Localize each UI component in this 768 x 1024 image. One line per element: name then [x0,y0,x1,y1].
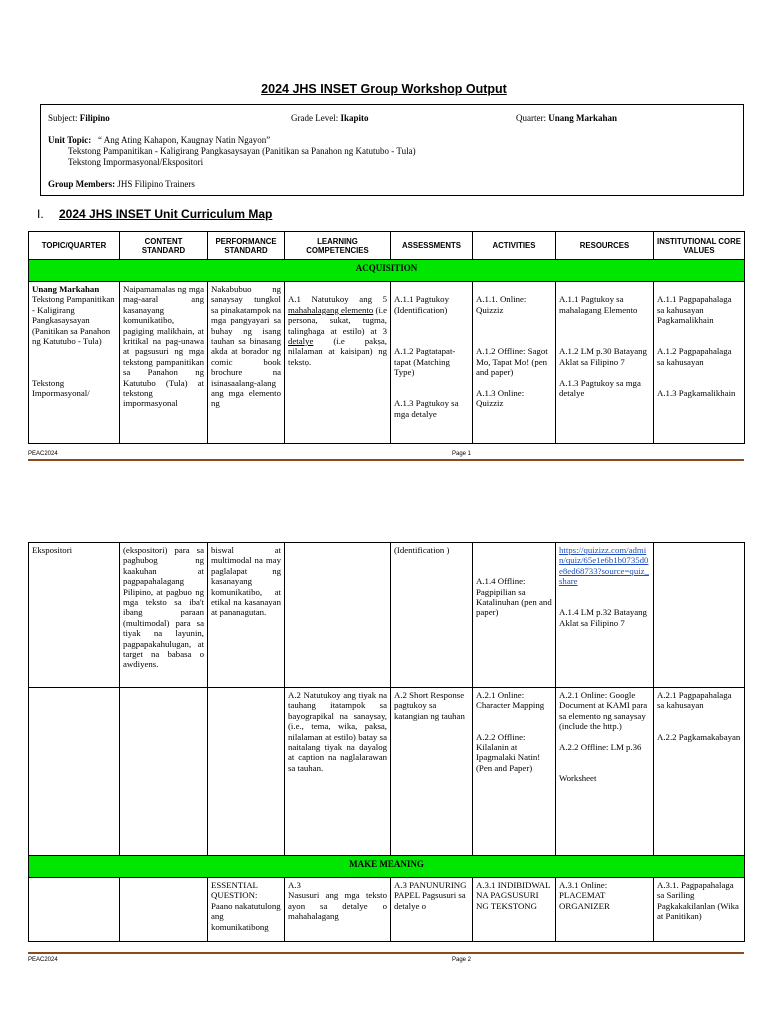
members-label: Group Members: [48,179,116,189]
activity-cell [473,688,556,856]
footer-page-number-2: Page 2 [452,957,472,963]
header-topic: TOPIC/QUARTER [29,232,120,260]
header-assessments: ASSESSMENTS [391,232,473,260]
activity-cell [473,543,556,688]
header-resources: RESOURCES [556,232,654,260]
grade-field [291,113,369,124]
lc-text: (i.e persona, sukat, tugma, talinghaga at estilo) at 3 [288,304,387,336]
unit-line-2: Tekstong Pampanitikan - Kaligirang Pangkasaysayan (Panitikan sa Panahon ng Katutubo - Tula) [68,146,416,156]
band-row [29,260,745,282]
resource-item: A.1.4 LM p.32 Batayang Aklat sa Filipino 7 [559,607,647,628]
document-title: 2024 JHS INSET Group Workshop Output [261,82,507,96]
band-row [29,856,745,878]
acquisition-band: ACQUISITION [29,260,745,282]
footer-left-page-2: PEAC2024 [28,957,58,963]
core-values-cell [654,543,745,688]
activity-item: A.1.4 Offline: Pagpipilian sa Katalinuhan (pen and paper) [476,576,552,618]
assessment-item: A.1.2 Pagtatapat-tapat (Matching Type) [394,346,456,378]
learning-competency-cell: A.2 Natutukoy ang tiyak na tauhang itatampok sa bayograpikal na sanaysay, (i.e., tema, wika, paksa, nilalaman at estilo) batay sa naitalang tiyak na dayalog at caption na naglalarawan sa tauhan. [285,688,391,856]
resource-item: A.2.1 Online: Google Document at KAMI para sa elemento ng sanaysay (include the http.) [559,690,648,732]
content-standard-cell [120,688,208,856]
group-members [48,179,195,190]
assessment-item: A.1.3 Pagtukoy sa mga detalye [394,398,459,419]
unit-line-3: Tekstong Impormasyonal/Ekspositori [68,157,204,167]
performance-standard-cell [208,688,285,856]
lc-text: (i.e pakṣa, nilalaman at kaisipan) ng tekstọ. [288,336,388,367]
members-value: JHS Filipino Trainers [117,179,195,189]
resource-cell [556,688,654,856]
learning-competency-cell [285,543,391,688]
resource-item: Worksheet [559,773,597,784]
subject-label: Subject: [48,113,78,123]
activity-item: A.1.3 Online: Quizziz [476,387,525,409]
footer-rule-1 [28,459,744,461]
header-activities: ACTIVITIES [473,232,556,260]
assessment-cell [391,282,473,444]
table-header-row [29,232,745,260]
core-value-item: A.2.1 Pagpapahalaga sa kahusayan [657,690,732,711]
grade-label: Grade Level: [291,113,339,123]
core-value-item: A.1.3 Pagkamalikhain [657,387,736,398]
resource-item: A.1.1 Pagtukoy sa mahalagang Elemento [559,294,638,315]
core-value-item: A.2.2 Pagkamakabayan [657,731,741,742]
table-row [29,878,745,942]
quizizz-link[interactable]: https://quizizz.com/admin/quiz/65e1e6b1b0735d0e8ed68733?source=quiz_share [559,545,649,587]
section-number: I. [37,207,44,221]
content-standard-cell [120,878,208,942]
resource-item: A.2.2 Offline: LM p.36 [559,742,642,753]
assessment-item: A.1.1 Pagtukoy (Identification) [394,294,449,315]
content-standard-cell: Naipamamalas ng mga mag-aaral ang kasanayang komunikatibo, pagiging malikhain, at kritikal na pag-unawa at pagsusuri ng mga tekstong pampanitikan sa Panahon ng Katutubo (Tula) at tekstong impormasyonal [120,282,208,444]
section-heading [37,207,272,221]
table-row [29,543,745,688]
topic-text-2: Tekstong Impormasyonal/ [32,377,90,399]
core-values-cell [654,688,745,856]
assessment-cell: A.3 PANUNURING PAPEL Pagsusuri sa detalye o [391,878,473,942]
quarter-topic: Unang Markahan [32,284,100,294]
learning-competency-cell [285,282,391,444]
topic-cell [29,282,120,444]
activity-cell [473,282,556,444]
subject-value: Filipino [79,113,110,123]
unit-topic [48,135,738,168]
performance-standard-cell: biswal at multimodal na may paglalapat ng kasanayang komunikatibo, at etikal na kasanayan at pananagutan. [208,543,285,688]
table-row [29,282,745,444]
subject-field [48,113,110,124]
resource-cell [556,543,654,688]
activity-cell: A.3.1 INDIBIDWAL NA PAGSUSURI NG TEKSTONG [473,878,556,942]
lc-underlined: mahahalagang elemento [288,304,374,315]
resource-cell [556,282,654,444]
section-title: 2024 JHS INSET Unit Curriculum Map [59,207,273,221]
core-value-item: A.1.1 Pagpapahalaga sa kahusayan Pagkamalikhain [657,294,732,326]
header-performance-standard: PERFORMANCE STANDARD [208,232,285,260]
quarter-value: Unang Markahan [548,113,617,123]
lc-text: A.1 Natutukoy ang 5 [288,294,387,305]
assessment-cell: (Identification ) [391,543,473,688]
footer-left-page-1: PEAC2024 [28,451,58,457]
topic-cell [29,878,120,942]
topic-text: Tekstong Pampanitikan - Kaligirang Pangkasaysayan (Panitikan sa Panahon ng Katutubo - Tula) [32,294,115,347]
curriculum-map-table-page-2 [28,542,745,942]
resource-item: A.1.3 Pagtukoy sa mga detalye [559,377,641,398]
resource-item: A.1.2 LM p.30 Batayang Aklat sa Filipino 7 [559,346,647,367]
core-values-cell: A.3.1. Pagpapahalaga sa Sariling Pagkakakilanlan (Wika at Panitikan) [654,878,745,942]
lc-text: A.3 [288,880,301,890]
topic-cell [29,688,120,856]
activity-item: A.1.1. Online: Quizziz [476,294,527,315]
activity-item: A.2.1 Online: Character Mapping [476,690,545,711]
footer-rule-2 [28,952,744,954]
activity-item: A.2.2 Offline: Kilalanin at Ipagmalaki Natin! (Pen and Paper) [476,731,541,773]
activity-item: A.1.2 Offline: Sagot Mo, Tapat Mo! (pen and paper) [476,346,548,378]
performance-standard-cell: ESSENTIAL QUESTION: Paano nakatutulong ang komunikatibong [208,878,285,942]
resource-cell: A.3.1 Online: PLACEMAT ORGANIZER [556,878,654,942]
lc-underlined: detalye [288,336,314,347]
topic-cell: Ekspositori [29,543,120,688]
core-values-cell [654,282,745,444]
quarter-label: Quarter: [516,113,546,123]
header-content-standard: CONTENT STANDARD [120,232,208,260]
core-value-item: A.1.2 Pagpapahalaga sa kahusayan [657,346,732,367]
make-meaning-band: MAKE MEANING [29,856,745,878]
footer-page-number-1: Page 1 [452,451,472,457]
header-learning-competencies: LEARNING COMPETENCIES [285,232,391,260]
unit-value: “ Ang Ating Kahapon, Kaugnay Natin Ngayon” [98,135,271,145]
assessment-cell: A.2 Short Response pagtukoy sa katangian ng tauhan [391,688,473,856]
unit-label: Unit Topic: [48,135,92,145]
lc-text: Nasusuri ang mga teksto ayon sa detalye o mahahalagang [288,890,387,922]
workshop-info-box [40,104,744,196]
curriculum-map-table-page-1 [28,231,745,444]
quarter-field [516,113,617,124]
table-row [29,688,745,856]
grade-value: Ikapito [340,113,369,123]
header-core-values: INSTITUTIONAL CORE VALUES [654,232,745,260]
performance-standard-cell: Nakabubuo ng sanaysay tungkol sa pinakatampok na mga pangyayari sa buhay ng isang tauhan sa binasang akda at borador ng comic book brochure na isinasaalang-alang ang mga elemento ng [208,282,285,444]
content-standard-cell: (ekspositori) para sa paghubog ng kaakuhan at pagpapahalagang Pilipino, at pagbuo ng mga teksto sa iba't ibang paraan (multimodal) para sa tiyak na layunin, pagpapakahulugan, at target na babasa o awdiyens. [120,543,208,688]
learning-competency-cell [285,878,391,942]
